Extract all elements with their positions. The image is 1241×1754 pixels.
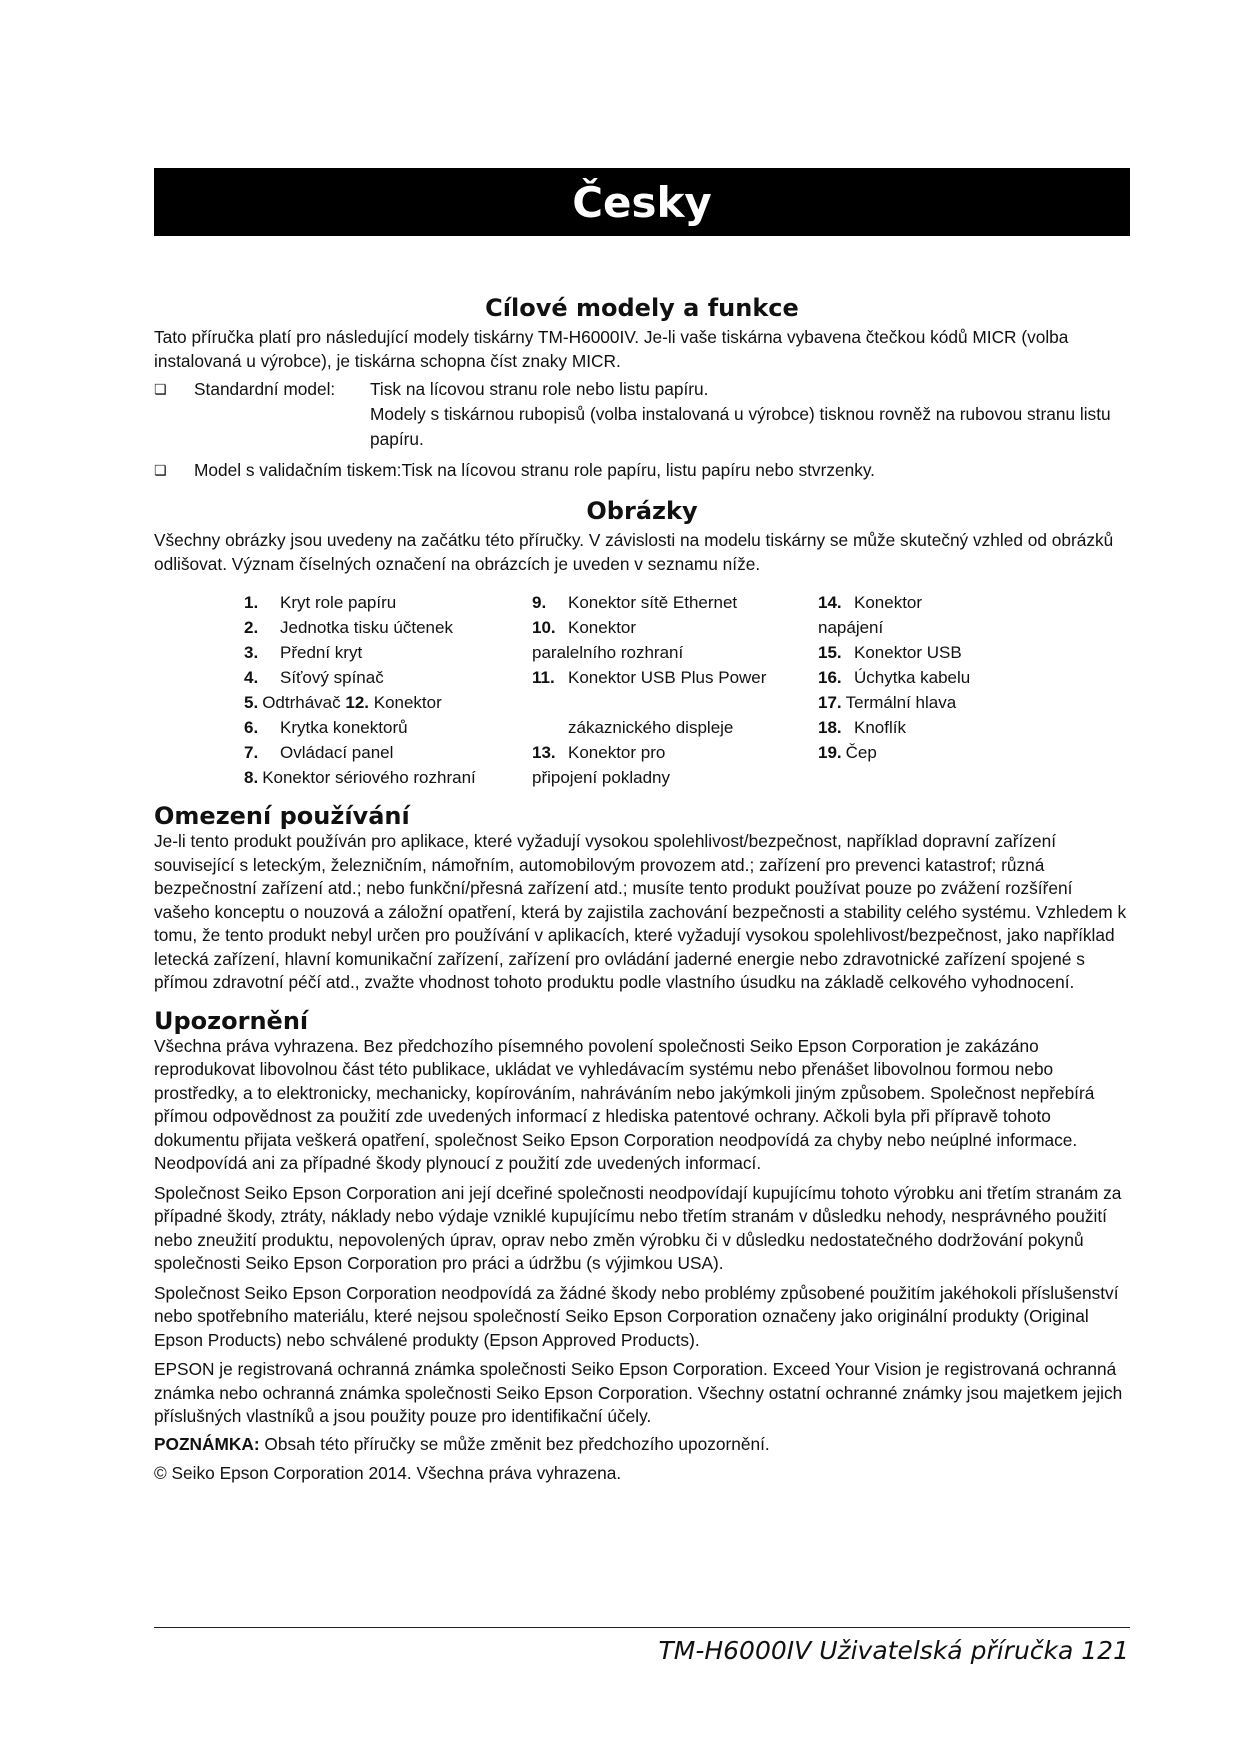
figure-legend xyxy=(154,590,1130,800)
note-text: Obsah této příručky se může změnit bez předchozího upozornění. xyxy=(264,1433,770,1454)
validation-model-row xyxy=(154,458,1130,483)
legend-item: 14. Konektor xyxy=(818,593,923,612)
legend-item: 6. Krytka konektorů xyxy=(244,718,408,737)
models-intro: Tato příručka platí pro následující modely tiskárny TM-H6000IV. Je-li vaše tiskárna vybavena čtečkou kódů MICR (volba instalovaná u výrobce), je tiskárna schopna číst znaky MICR. xyxy=(154,327,1069,371)
note-label: POZNÁMKA: xyxy=(154,1433,260,1454)
legend-item: zákaznického displeje xyxy=(568,718,734,737)
legend-column-2 xyxy=(532,590,802,790)
legend-item: 2. Jednotka tisku účtenek xyxy=(244,618,453,637)
notice-paragraph-1: Všechna práva vyhrazena. Bez předchozího písemného povolení společnosti Seiko Epson Corporation je zakázáno reprodukovat libovolnou část této publikace, ukládat ve vyhledávacím systému nebo přenášet libovolnou formou nebo prostředky, a to elektronicky, mechanicky, kopírováním, nahráváním nebo jakýmkoli jiným způsobem. Společnost nepřebírá přímou odpovědnost za použití zde uvedených informací z hlediska patentové ochrany. Ačkoli byla při přípravě tohoto dokumentu přijata veškerá opatření, společnost Seiko Epson Corporation neodpovídá za chyby nebo neúplné informace. Neodpovídá ani za případné škody plynoucí z použití zde uvedených informací. xyxy=(154,1035,1095,1173)
restrictions-heading: Omezení používání xyxy=(154,802,410,830)
checkbox-bullet-icon: ❏ xyxy=(154,462,167,478)
legend-item: 18. Knoflík xyxy=(818,718,906,737)
legend-item: 16. Úchytka kabelu xyxy=(818,668,971,687)
legend-column-3 xyxy=(818,590,1038,765)
legend-column-1 xyxy=(244,590,514,790)
models-heading: Cílové modely a funkce xyxy=(485,294,799,322)
page-title: Česky xyxy=(572,177,712,227)
notice-heading: Upozornění xyxy=(154,1006,309,1035)
legend-item-continuation: paralelního rozhraní xyxy=(532,643,684,662)
legend-item: 3. Přední kryt xyxy=(244,643,363,662)
legend-item: 19. Čep xyxy=(818,743,877,762)
figures-heading: Obrázky xyxy=(586,497,698,525)
footer-divider xyxy=(154,1627,1130,1628)
standard-model-label: Standardní model: xyxy=(194,379,336,399)
legend-item: 1. Kryt role papíru xyxy=(244,593,397,612)
copyright-text: © Seiko Epson Corporation 2014. Všechna práva vyhrazena. xyxy=(154,1463,622,1483)
checkbox-bullet-icon: ❏ xyxy=(154,381,167,397)
notice-paragraph-2: Společnost Seiko Epson Corporation ani její dceřiné společnosti neodpovídají kupujícímu tohoto výrobku ani třetím stranám za případné škody, ztráty, náklady nebo výdaje vzniklé kupujícímu nebo třetím stranám v důsledku nehody, nesprávného použití nebo zneužití produktu, nepovolených úprav, oprav nebo změn výrobku či v důsledku nedostatečného dodržování pokynů společnosti Seiko Epson Corporation pro práci a údržbu (s výjimkou USA). xyxy=(154,1182,1122,1273)
standard-model-text-1: Tisk na lícovou stranu role nebo listu papíru. xyxy=(370,379,709,399)
legend-item: 4. Síťový spínač xyxy=(244,668,384,687)
legend-item: 8. Konektor sériového rozhraní xyxy=(244,768,476,787)
legend-item: 9. Konektor sítě Ethernet xyxy=(532,593,738,612)
figures-intro: Všechny obrázky jsou uvedeny na začátku této příručky. V závislosti na modelu tiskárny se může skutečný vzhled od obrázků odlišovat. Význam číselných označení na obrázcích je uveden v seznamu níže. xyxy=(154,530,1114,574)
standard-model-text-2: Modely s tiskárnou rubopisů (volba instalovaná u výrobce) tisknou rovněž na rubovou stranu listu papíru. xyxy=(370,404,1111,449)
page-footer: TM-H6000IV Uživatelská příručka 121 xyxy=(658,1636,1129,1665)
legend-item: 11. Konektor USB Plus Power xyxy=(532,668,767,687)
legend-item: 10. Konektor xyxy=(532,618,637,637)
legend-item: 15. Konektor USB xyxy=(818,643,962,662)
notice-note xyxy=(154,1433,1130,1457)
legend-item: 13. Konektor pro xyxy=(532,743,666,762)
standard-model-text xyxy=(370,377,1130,452)
legend-item-continuation: napájení xyxy=(818,618,884,637)
standard-model-row xyxy=(154,377,1130,452)
restrictions-text: Je-li tento produkt používán pro aplikace, které vyžadují vysokou spolehlivost/bezpečnost, například dopravní zařízení související s leteckým, železničním, námořním, automobilovým provozem atd.; zařízení pro prevenci katastrof; různá bezpečnostní zařízení atd.; nebo funkční/přesná zařízení atd.; musíte tento produkt používat pouze po zvážení rozšíření vašeho konceptu o nouzová a záložní opatření, která by zajistila zachování bezpečnosti a stability celého systému. Vzhledem k tomu, že tento produkt nebyl určen pro používání v aplikacích, které vyžadují vysokou spolehlivost/bezpečnost, jako například letecká zařízení, hlavní komunikační zařízení, zařízení pro ovládání jaderné energie nebo zdravotnické zařízení spojené s přímou zdravotní péčí atd., zvažte vhodnost tohoto produktu podle vlastního úsudku na základě celkového vyhodnocení. xyxy=(154,831,1127,992)
legend-item: 5. Odtrhávač 12. Konektor xyxy=(244,693,442,712)
legend-item-continuation: připojení pokladny xyxy=(532,768,670,787)
notice-paragraph-4: EPSON je registrovaná ochranná známka společnosti Seiko Epson Corporation. Exceed Your Vision je registrovaná ochranná známka nebo ochranná známka společnosti Seiko Epson Corporation. Všechny ostatní ochranné známky jsou majetkem jejich příslušných vlastníků a jsou použity pouze pro identifikační účely. xyxy=(154,1359,1123,1426)
legend-item: 17. Termální hlava xyxy=(818,693,957,712)
title-bar xyxy=(154,168,1130,236)
validation-model-text: Model s validačním tiskem:Tisk na lícovou stranu role papíru, listu papíru nebo stvrzenky. xyxy=(194,460,875,480)
notice-paragraph-3: Společnost Seiko Epson Corporation neodpovídá za žádné škody nebo problémy způsobené použitím jakéhokoli příslušenství nebo spotřebního materiálu, které nejsou společností Seiko Epson Corporation označeny jako originální produkty (Original Epson Products) nebo schválené produkty (Epson Approved Products). xyxy=(154,1282,1119,1350)
page-content xyxy=(154,168,1130,1486)
legend-item: 7. Ovládací panel xyxy=(244,743,394,762)
